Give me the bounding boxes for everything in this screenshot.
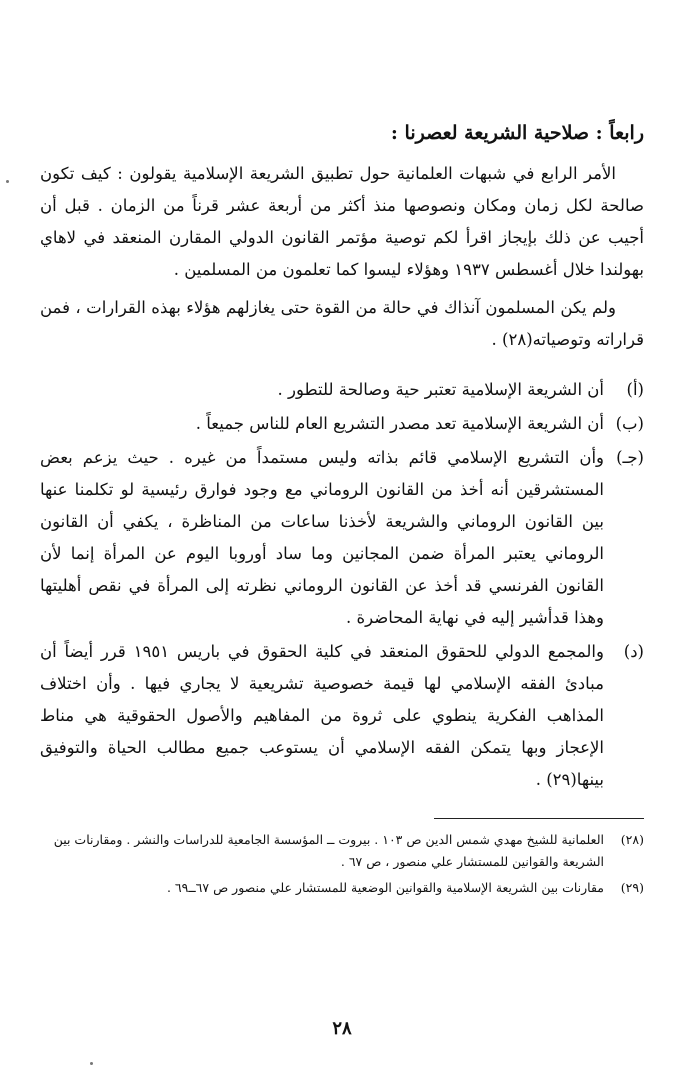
footnote (40, 877, 644, 899)
list-marker: (جـ) (616, 448, 644, 467)
footnote-number: (٢٨) (620, 832, 644, 847)
scan-fleck (6, 180, 9, 183)
footnote (40, 829, 644, 873)
footnote-separator (434, 818, 644, 819)
list-item-text: أن الشريعة الإسلامية تعتبر حية وصالحة للتطور . (277, 380, 604, 399)
list-marker: (د) (623, 642, 644, 661)
list-item (40, 442, 644, 634)
footnotes (40, 829, 644, 899)
body-paragraph: ولم يكن المسلمون آنذاك في حالة من القوة حتى يغازلهم هؤلاء بهذه القرارات ، فمن قراراته وتوصياته(٢٨) . (40, 298, 644, 349)
footnote-text: العلمانية للشيخ مهدي شمس الدين ص ١٠٣ . بيروت ــ المؤسسة الجامعية للدراسات والنشر . ومقارنات بين الشريعة والقوانين للمستشار علي منصور ، ص ٦٧ . (53, 832, 604, 869)
footnote-text: مقارنات بين الشريعة الإسلامية والقوانين الوضعية للمستشار علي منصور ص ٦٧ــ٦٩ . (166, 880, 604, 895)
list-marker: (أ) (626, 380, 644, 399)
scan-fleck (90, 1062, 93, 1065)
resolutions-list (40, 374, 644, 796)
list-item (40, 374, 644, 406)
footnote-number: (٢٩) (620, 880, 644, 895)
list-item-text: وأن التشريع الإسلامي قائم بذاته وليس مستمداً من غيره . حيث يزعم بعض المستشرقين أنه أخذ من القانون الروماني مع وجود فوارق رئيسية لو تكلمنا عنها بين القانون الروماني والشريعة لأخذنا ساعات من المناظرة ، يكفي أن القانون الروماني يعتبر المرأة ضمن المجانين وما ساد أوروبا اليوم عن المرأة إنما لأن القانون الفرنسي قد أخذ عن القانون الروماني نظرته إلى المرأة في نقص أهليتها وهذا قدأشير إليه في نهاية المحاضرة . (40, 448, 604, 627)
list-item-text: أن الشريعة الإسلامية تعد مصدر التشريع العام للناس جميعاً . (195, 414, 604, 433)
body-paragraph: الأمر الرابع في شبهات العلمانية حول تطبيق الشريعة الإسلامية يقولون : كيف تكون صالحة لكل زمان ومكان ونصوصها منذ أكثر من أربعة عشر قرناً من الزمان . قبل أن أجيب عن ذلك بإيجاز اقرأ لكم توصية مؤتمر القانون الدولي المقارن المنعقد في لاهاي بهولندا خلال أغسطس ١٩٣٧ وهؤلاء ليسوا كما تعلمون من المسلمين . (40, 164, 644, 279)
page-content (40, 118, 644, 899)
list-item (40, 636, 644, 796)
list-item (40, 408, 644, 440)
list-marker: (ب) (615, 414, 644, 433)
section-heading: رابعاً : صلاحية الشريعة لعصرنا : (390, 122, 644, 144)
list-item-text: والمجمع الدولي للحقوق المنعقد في كلية الحقوق في باريس ١٩٥١ قرر أيضاً أن مبادئ الفقه الإسلامي لها قيمة خصوصية تشريعية لا يجاري فيها . وأن اختلاف المذاهب الفكرية ينطوي على ثروة من المفاهيم والأصول الحقوقية هي مناط الإعجاز وبها يتمكن الفقه الإسلامي أن يستوعب جميع مطالب الحياة والتوفيق بينها(٢٩) . (40, 642, 604, 789)
page-number: ٢٨ (332, 1018, 352, 1039)
